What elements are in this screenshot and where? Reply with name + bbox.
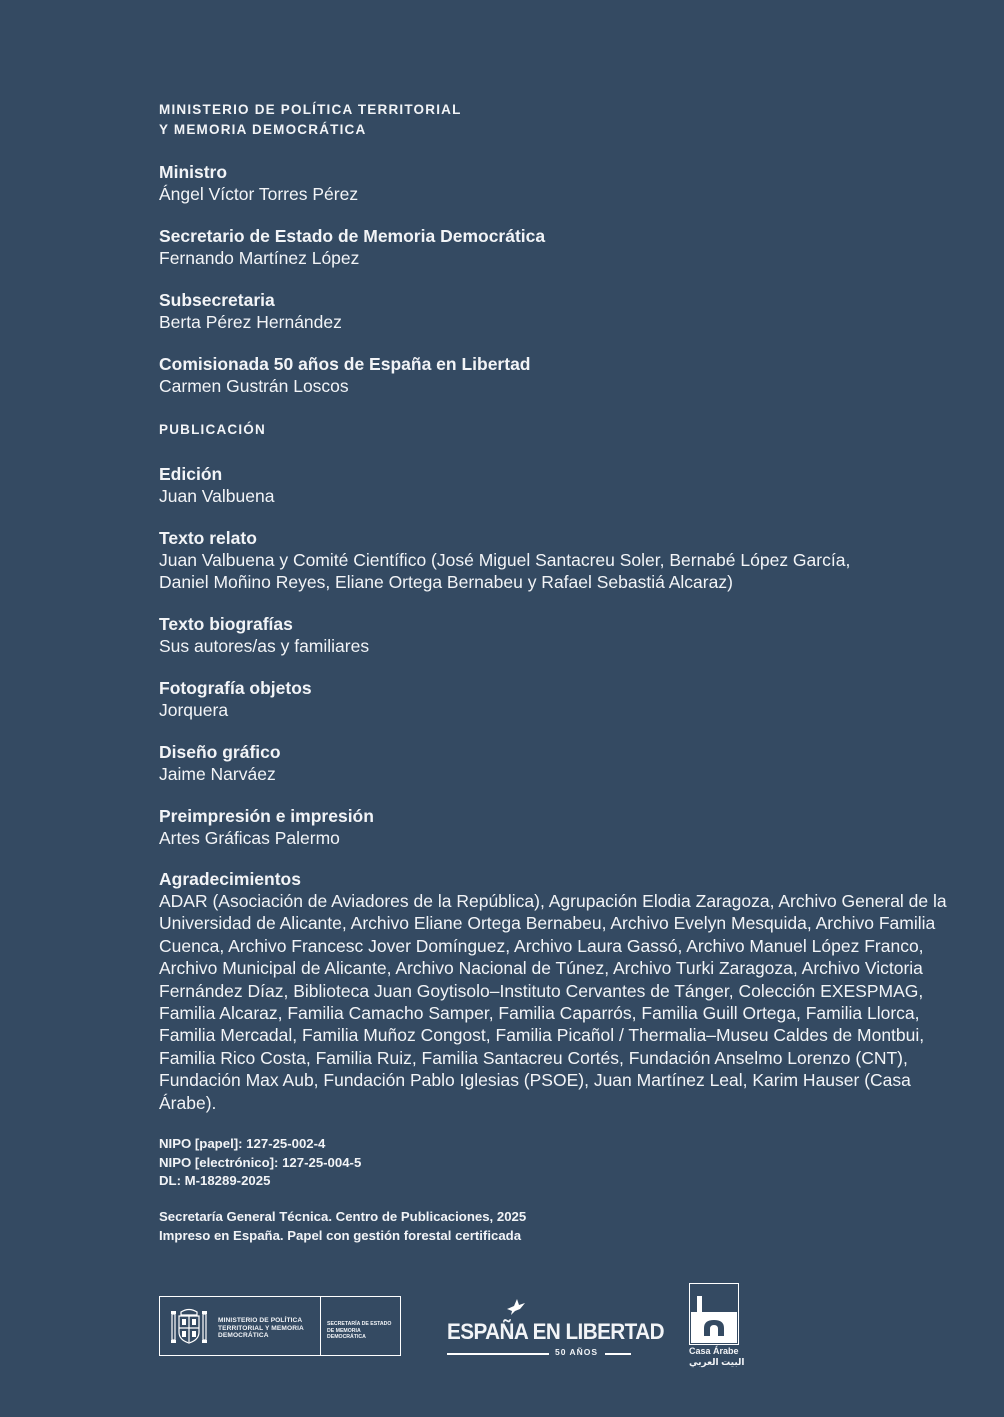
credit-role: Agradecimientos <box>159 869 301 889</box>
casa-arabe-name: Casa Árabe <box>689 1346 739 1356</box>
credit-design <box>159 741 959 785</box>
credit-role: Subsecretaria <box>159 290 275 310</box>
el-years: 50 AÑOS <box>555 1347 599 1357</box>
credit-name: Jaime Narváez <box>159 764 276 784</box>
credit-name: Artes Gráficas Palermo <box>159 828 340 848</box>
credit-name: Fernando Martínez López <box>159 248 360 268</box>
credit-name: Carmen Gustrán Loscos <box>159 376 349 396</box>
nipo-block <box>159 1135 361 1191</box>
credit-role: Texto biografías <box>159 614 293 634</box>
legal-deposit: DL: M-18289-2025 <box>159 1173 271 1188</box>
credit-role: Preimpresión e impresión <box>159 806 374 826</box>
ministry-line-1: MINISTERIO DE POLÍTICA TERRITORIAL <box>159 102 462 117</box>
el-title: ESPAÑA EN LIBERTAD <box>447 1319 664 1344</box>
casa-arabe-arabic-name: البيت العربي <box>689 1357 745 1367</box>
credit-name: Sus autores/as y familiares <box>159 636 370 656</box>
credit-undersecretary <box>159 289 959 333</box>
publisher-block <box>159 1208 526 1245</box>
el-rule-right <box>605 1353 631 1355</box>
credit-printing <box>159 805 959 849</box>
publication-label: PUBLICACIÓN <box>159 422 266 437</box>
credit-name: Juan Valbuena y Comité Científico (José Miguel Santacreu Soler, Bernabé López García, Daniel Moñino Reyes, Eliane Ortega Bernabeu y Rafael Sebastiá Alcaraz) <box>159 550 851 593</box>
logo-divider <box>320 1297 321 1355</box>
casa-arabe-frame <box>689 1283 739 1345</box>
ministry-heading <box>159 100 462 140</box>
credit-name: Juan Valbuena <box>159 486 275 506</box>
credit-text-bios <box>159 613 959 657</box>
credit-role: Comisionada 50 años de España en Libertad <box>159 354 531 374</box>
credit-secretary <box>159 225 959 269</box>
credit-photography <box>159 677 959 721</box>
credit-commissioner <box>159 353 959 397</box>
gov-secretariat-text: SECRETARÍA DE ESTADO DE MEMORIA DEMOCRÁTICA <box>327 1321 392 1341</box>
credit-text-story <box>159 527 959 594</box>
credit-role: Fotografía objetos <box>159 678 312 698</box>
credit-role: Secretario de Estado de Memoria Democrática <box>159 226 546 246</box>
credit-minister <box>159 161 959 205</box>
logos-footer <box>159 1283 749 1378</box>
credit-name: Ángel Víctor Torres Pérez <box>159 184 359 204</box>
publisher-line: Secretaría General Técnica. Centro de Publicaciones, 2025 <box>159 1209 527 1224</box>
credit-edition <box>159 463 959 507</box>
gov-ministry-text: MINISTERIO DE POLÍTICA TERRITORIAL Y MEMORIA DEMOCRÁTICA <box>218 1317 304 1339</box>
casa-arabe-mark-icon <box>690 1284 738 1344</box>
credit-name: Jorquera <box>159 700 229 720</box>
nipo-electronic: NIPO [electrónico]: 127-25-004-5 <box>159 1154 362 1170</box>
credit-role: Edición <box>159 464 223 484</box>
printed-line: Impreso en España. Papel con gestión forestal certificada <box>159 1227 522 1243</box>
credit-name: Berta Pérez Hernández <box>159 312 342 332</box>
credit-name: ADAR (Asociación de Aviadores de la República), Agrupación Elodia Zaragoza, Archivo General de la Universidad de Alicante, Archivo Eliane Ortega Bernabeu, Archivo Evelyn Mesquida, Archivo Familia Cuenca, Archivo Francesc Jover Domínguez, Archivo Laura Gassó, Archivo Manuel López Franco, Archivo Municipal de Alicante, Archivo Nacional de Túnez, Archivo Turki Zaragoza, Archivo Victoria Fernández Díaz, Biblioteca Juan Goytisolo–Instituto Cervantes de Tánger, Colección EXESPMAG, Familia Alcaraz, Familia Camacho Samper, Familia Caparrós, Familia Guill Ortega, Familia Llorca, Familia Mercadal, Familia Muñoz Congost, Familia Picañol / Thermalia–Museu Caldes de Montbui, Familia Rico Costa, Familia Ruiz, Familia Santacreu Cortés, Fundación Anselmo Lorenzo (CNT), Fundación Max Aub, Fundación Pablo Iglesias (PSOE), Juan Martínez Leal, Karim Hauser (Casa Árabe). <box>159 891 947 1113</box>
credit-acknowledgements <box>159 868 959 1114</box>
el-rule-left <box>447 1353 549 1355</box>
nipo-paper: NIPO [papel]: 127-25-002-4 <box>159 1136 326 1151</box>
coat-of-arms-icon <box>168 1306 210 1348</box>
government-logo <box>159 1296 401 1356</box>
credit-role: Ministro <box>159 162 228 182</box>
dove-icon <box>505 1297 527 1317</box>
el-subtitle <box>447 1346 633 1360</box>
casa-arabe-logo <box>689 1283 745 1373</box>
espana-en-libertad-logo <box>447 1297 664 1359</box>
credit-role: Texto relato <box>159 528 257 548</box>
ministry-line-2: Y MEMORIA DEMOCRÁTICA <box>159 122 367 137</box>
credit-role: Diseño gráfico <box>159 742 281 762</box>
